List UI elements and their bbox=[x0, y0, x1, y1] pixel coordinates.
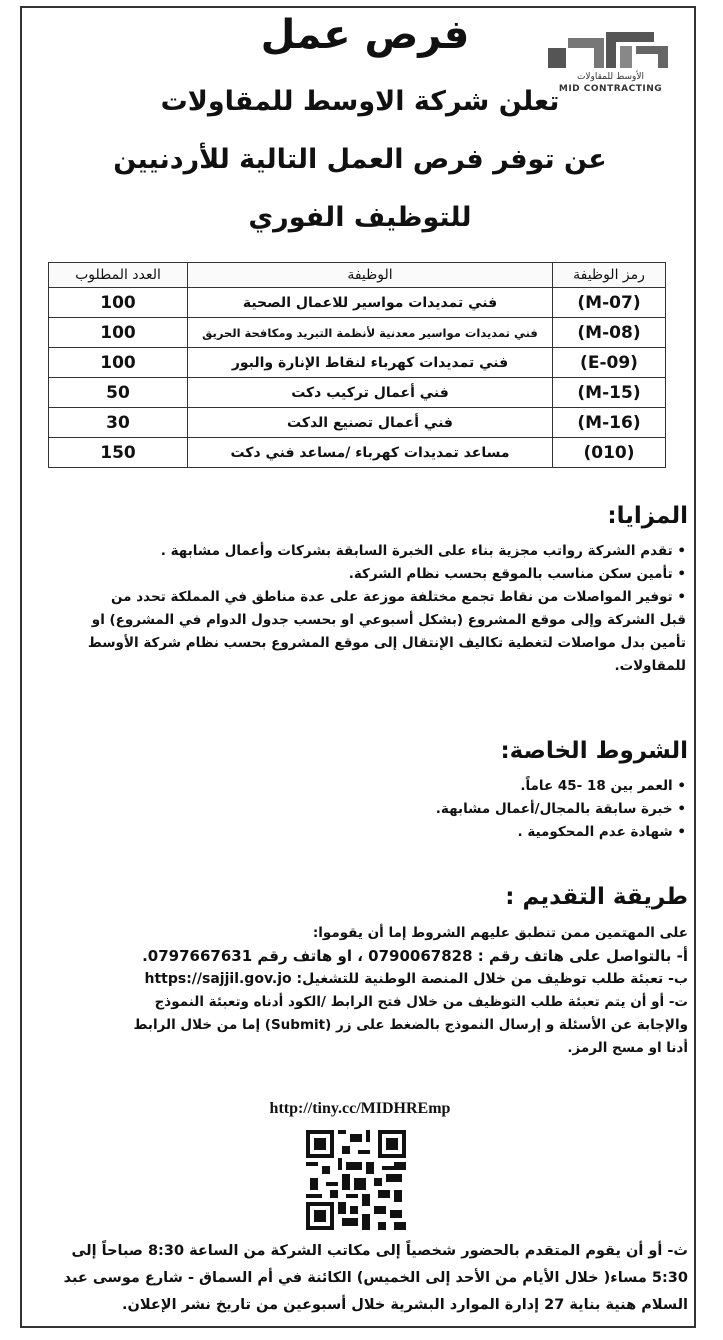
job-count: 100 bbox=[49, 348, 188, 378]
benefits-list bbox=[36, 540, 686, 678]
job-code: (M-15) bbox=[553, 378, 666, 408]
conditions-heading: الشروط الخاصة: bbox=[500, 738, 688, 764]
apply-footer-line: ث- أو أن يقوم المتقدم بالحضور شخصياً إلى مكاتب الشركة من الساعة 8:30 صباحاً إلى bbox=[71, 1243, 688, 1259]
apply-line: ب- تعبئة طلب توظيف من خلال المنصة الوطنية للتشغيل: https://sajjil.gov.jo bbox=[144, 971, 688, 987]
job-title: فني تمديدات مواسير للاعمال الصحية bbox=[188, 288, 553, 318]
apply-footer-line: 5:30 مساء( خلال الأيام من الأحد إلى الخميس) الكائنة في أم السماق - شارع موسى عبد bbox=[63, 1270, 688, 1286]
page-title: فرص عمل bbox=[260, 12, 470, 58]
apply-line: والإجابة عن الأسئلة و إرسال النموذج بالضغط على زر (Submit) إما من خلال الرابط bbox=[133, 1017, 688, 1033]
job-count: 150 bbox=[49, 438, 188, 468]
job-count: 100 bbox=[49, 288, 188, 318]
apply-footer-line: السلام هنية بناية 27 إدارة الموارد البشرية خلال أسبوعين من تاريخ نشر الإعلان. bbox=[121, 1297, 688, 1313]
condition-line: • خبرة سابقة بالمجال/أعمال مشابهة. bbox=[435, 801, 686, 817]
job-code: (E-09) bbox=[553, 348, 666, 378]
job-title: فني أعمال تصنيع الدكت bbox=[188, 408, 553, 438]
job-code: (M-07) bbox=[553, 288, 666, 318]
apply-link[interactable]: http://tiny.cc/MIDHREmp bbox=[269, 1100, 451, 1117]
benefit-line: قبل الشركة وإلى موقع المشروع (بشكل أسبوعي او بحسب جدول الدوام في المشروع) او bbox=[91, 612, 686, 628]
header-count: العدد المطلوب bbox=[49, 263, 188, 288]
table-row bbox=[49, 348, 666, 378]
benefit-line: • تأمين سكن مناسب بالموقع بحسب نظام الشركة. bbox=[348, 566, 686, 582]
table-row bbox=[49, 288, 666, 318]
table-header-row bbox=[49, 263, 666, 288]
benefit-line: • توفير المواصلات من نقاط تجمع مختلفة موزعة على عدة مناطق في المملكة تحدد من bbox=[111, 589, 686, 605]
job-code: (M-16) bbox=[553, 408, 666, 438]
benefits-heading: المزايا: bbox=[607, 503, 688, 529]
logo-arabic-text: الأوسط للمقاولات bbox=[576, 72, 645, 82]
conditions-list bbox=[36, 775, 686, 844]
table-row bbox=[49, 408, 666, 438]
table-row bbox=[49, 438, 666, 468]
apply-line: ت- أو أن يتم تعبئة طلب التوظيف من خلال فتح الرابط /الكود أدناه وتعبئة النموذج bbox=[154, 994, 688, 1010]
job-title: مساعد تمديدات كهرباء /مساعد فني دكت bbox=[188, 438, 553, 468]
table-row bbox=[49, 318, 666, 348]
header-title: الوظيفة bbox=[188, 263, 553, 288]
job-count: 100 bbox=[49, 318, 188, 348]
job-count: 50 bbox=[49, 378, 188, 408]
apply-heading: طريقة التقديم : bbox=[505, 884, 688, 910]
condition-line: • شهادة عدم المحكومية . bbox=[517, 824, 686, 840]
benefit-line: • تقدم الشركة رواتب مجزية بناء على الخبرة السابقة بشركات وأعمال مشابهة . bbox=[160, 543, 686, 559]
job-code: (M-08) bbox=[553, 318, 666, 348]
qr-code[interactable] bbox=[306, 1130, 406, 1230]
logo-english-text: MID CONTRACTING bbox=[558, 84, 663, 94]
jobs-table bbox=[48, 262, 666, 468]
apply-line: أدنا او مسح الرمز. bbox=[567, 1040, 688, 1056]
header-line-1: تعلن شركة الاوسط للمقاولات bbox=[160, 86, 560, 117]
job-title: فني تمديدات مواسير معدنية لأنظمة التبريد ومكافحة الحريق bbox=[188, 318, 553, 348]
apply-footer bbox=[30, 1238, 688, 1319]
benefit-line: للمقاولات. bbox=[614, 658, 686, 674]
header-line-2: عن توفر فرص العمل التالية للأردنيين bbox=[113, 144, 607, 175]
header-code: رمز الوظيفة bbox=[553, 263, 666, 288]
apply-line: أ- بالتواصل على هاتف رقم : 0790067828 ، او هاتف رقم 0797667631. bbox=[142, 947, 688, 965]
job-code: (010) bbox=[553, 438, 666, 468]
job-title: فني تمديدات كهرباء لنقاط الإنارة والبور bbox=[188, 348, 553, 378]
apply-line: على المهتمين ممن تنطبق عليهم الشروط إما أن يقوموا: bbox=[312, 925, 688, 941]
job-title: فني أعمال تركيب دكت bbox=[188, 378, 553, 408]
condition-line: • العمر بين 18 -45 عاماً. bbox=[520, 778, 686, 794]
benefit-line: تأمين بدل مواصلات لتغطية تكاليف الإنتقال إلى موقع المشروع بحسب نظام شركة الأوسط bbox=[87, 635, 686, 651]
job-count: 30 bbox=[49, 408, 188, 438]
table-row bbox=[49, 378, 666, 408]
header-line-3: للتوظيف الفوري bbox=[248, 202, 472, 233]
apply-list bbox=[30, 922, 688, 1060]
